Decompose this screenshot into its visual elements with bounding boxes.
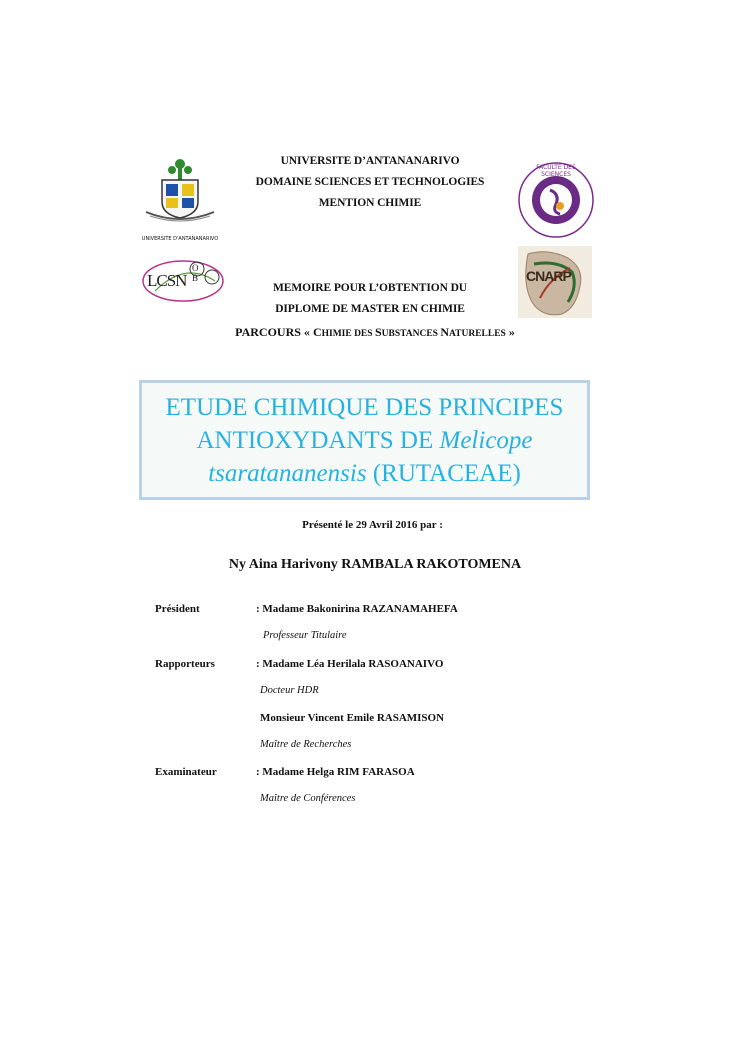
lcsn-logo-subtext: O B [192,263,207,283]
parcours-s: S [374,325,382,339]
mention-name: MENTION CHIMIE [318,197,422,209]
university-logo [140,152,220,244]
title-species: tsaratananensis [208,459,367,487]
parcours-r2: UBSTANCES [381,329,441,339]
parcours-prefix: PARCOURS « [235,325,313,339]
jury-role-rapporteurs: Rapporteurs [155,658,215,670]
parcours-suffix: » [505,325,515,339]
parcours-r1: HIMIE DES [321,329,375,339]
jury-president-name: : Madame Bakonirina RAZANAMAHEFA [256,603,458,615]
title-line-1: ETUDE CHIMIQUE DES PRINCIPES [165,393,564,421]
domain-name: DOMAINE SCIENCES ET TECHNOLOGIES [255,176,485,188]
title-box [139,380,590,500]
jury-rapporteur-1-title: Docteur HDR [260,685,319,696]
parcours [180,325,570,340]
cnarp-logo-text: CNARP [526,268,571,284]
title-line-2-plain: ANTIOXYDANTS DE [196,426,440,454]
jury-president-title: Professeur Titulaire [263,630,347,641]
parcours-r3: ATURELLES [449,329,506,339]
university-logo-caption: UNIVERSITE D'ANTANANARIVO [141,236,219,242]
parcours-c: C [312,325,322,339]
author-name: Ny Aina Harivony RAMBALA RAKOTOMENA [228,557,522,572]
faculty-logo [516,160,596,240]
lcsn-logo-text: LCSN [147,271,187,290]
faculty-logo-text: FACULTE DES SCIENCES [536,164,576,178]
memoire-line-1: MEMOIRE POUR L’OBTENTION DU [273,282,467,294]
jury-role-president: Président [155,603,200,615]
lcsn-logo [141,255,226,305]
parcours-n: N [440,325,449,339]
jury-rapporteur-2-name: Monsieur Vincent Emile RASAMISON [260,712,445,724]
jury-examinateur-name: : Madame Helga RIM FARASOA [256,766,415,778]
presented-line: Présenté le 29 Avril 2016 par : [302,519,443,531]
jury-examinateur-title: Maître de Conférences [260,793,356,804]
jury-role-examinateur: Examinateur [155,766,217,778]
title-line-3 [208,457,521,490]
memoire-line-2: DIPLOME DE MASTER EN CHIMIE [275,303,465,315]
jury-rapporteur-2-title: Maître de Recherches [260,739,352,750]
jury-rapporteur-1-name: : Madame Léa Herilala RASOANAIVO [256,658,444,670]
cnarp-logo [518,246,592,318]
university-name: UNIVERSITE D’ANTANANARIVO [280,155,460,167]
title-genus: Melicope [439,426,533,454]
title-family: (RUTACEAE) [366,459,521,487]
title-line-2 [196,424,532,457]
